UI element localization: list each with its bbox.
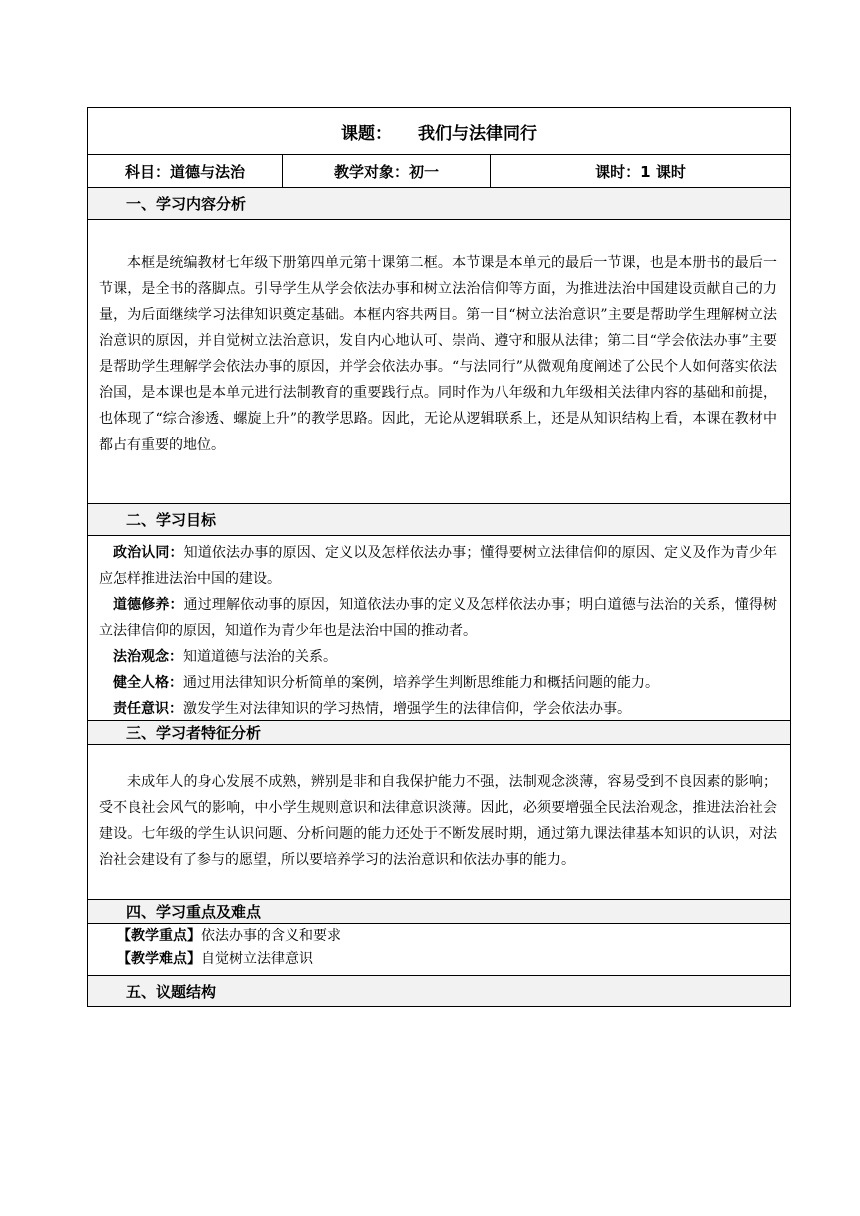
difficulty-item — [117, 948, 790, 971]
goal-item — [99, 696, 777, 722]
content-analysis-paragraph: 本框是统编教材七年级下册第四单元第十课第二框。本节课是本单元的最后一节课，也是本册书的最后一节课，是全书的落脚点。引导学生从学会依法办事和树立法治信仰等方面，为推进法治中国建设贡献自己的力量，为后面继续学习法律知识奠定基础。本框内容共两目。第一目“树立法治意识”主要是帮助学生理解树立法治意识的原因，并自觉树立法治意识，发自内心地认可、崇尚、遵守和服从法律；第二目“学会依法办事”主要是帮助学生理解学会依法办事的原因，并学会依法办事。“与法同行”从微观角度阐述了公民个人如何落实依法治国，是本课也是本单元进行法制教育的重要践行点。同时作为八年级和九年级相关法律内容的基础和前提，也体现了“综合渗透、螺旋上升”的教学思路。因此，无论从逻辑联系上，还是从知识结构上看，本课在教材中都占有重要的地位。 — [99, 255, 777, 453]
goal-key: 法治观念： — [113, 649, 183, 665]
goal-text: 知道依法办事的原因、定义以及怎样依法办事；懂得要树立法律信仰的原因、定义及作为青少年应怎样推进法治中国的建设。 — [99, 545, 778, 587]
learning-goals-body — [88, 535, 790, 720]
section-heading-learner-analysis: 三、学习者特征分析 — [88, 720, 790, 744]
goal-key: 健全人格： — [113, 675, 183, 691]
lesson-title — [88, 108, 790, 154]
hours-cell: 课时：1 课时 — [595, 162, 686, 181]
lesson-info-row — [88, 154, 790, 187]
section-heading-key-points: 四、学习重点及难点 — [88, 899, 790, 923]
goal-key: 道德修养： — [113, 597, 184, 613]
difficulty-text: 自觉树立法律意识 — [201, 951, 313, 967]
key-points-body — [88, 923, 790, 975]
goal-key: 责任意识： — [113, 701, 183, 717]
learner-analysis-body — [88, 744, 790, 899]
audience-cell: 教学对象：初一 — [283, 155, 491, 187]
goal-item — [99, 670, 777, 696]
section-heading-content-analysis: 一、学习内容分析 — [88, 187, 790, 219]
learner-analysis-paragraph: 未成年人的身心发展不成熟，辨别是非和自我保护能力不强，法制观念淡薄，容易受到不良因素的影响；受不良社会风气的影响，中小学生规则意识和法律意识淡薄。因此，必须要增强全民法治观念，推进法治社会建设。七年级的学生认识问题、分析问题的能力还处于不断发展时期，通过第九课法律基本知识的认识，对法治社会建设有了参与的愿望，所以要培养学习的法治意识和依法办事的能力。 — [99, 774, 777, 868]
goal-key: 政治认同： — [113, 545, 184, 561]
goal-text: 激发学生对法律知识的学习热情，增强学生的法律信仰，学会依法办事。 — [183, 701, 631, 717]
section-heading-topic-structure: 五、议题结构 — [88, 975, 790, 1006]
key-point-text: 依法办事的含义和要求 — [201, 928, 341, 944]
section-heading-learning-goals: 二、学习目标 — [88, 503, 790, 535]
goal-item — [99, 644, 777, 670]
difficulty-key: 【教学难点】 — [117, 951, 201, 967]
key-point-item — [117, 925, 790, 948]
goal-item — [99, 540, 777, 592]
lesson-plan-table — [87, 107, 791, 1007]
title-label: 课题： — [341, 123, 392, 144]
content-analysis-body — [88, 219, 790, 503]
goal-text: 通过理解依动事的原因，知道依法办事的定义及怎样依法办事；明白道德与法治的关系，懂得树立法律信仰的原因，知道作为青少年也是法治中国的推动者。 — [99, 597, 778, 639]
goal-item — [99, 592, 777, 644]
subject-cell: 科目：道德与法治 — [88, 155, 283, 187]
key-point-key: 【教学重点】 — [117, 928, 201, 944]
goal-text: 通过用法律知识分析简单的案例，培养学生判断思维能力和概括问题的能力。 — [183, 675, 659, 691]
title-text: 我们与法律同行 — [418, 123, 537, 144]
goal-text: 知道道德与法治的关系。 — [183, 649, 337, 665]
